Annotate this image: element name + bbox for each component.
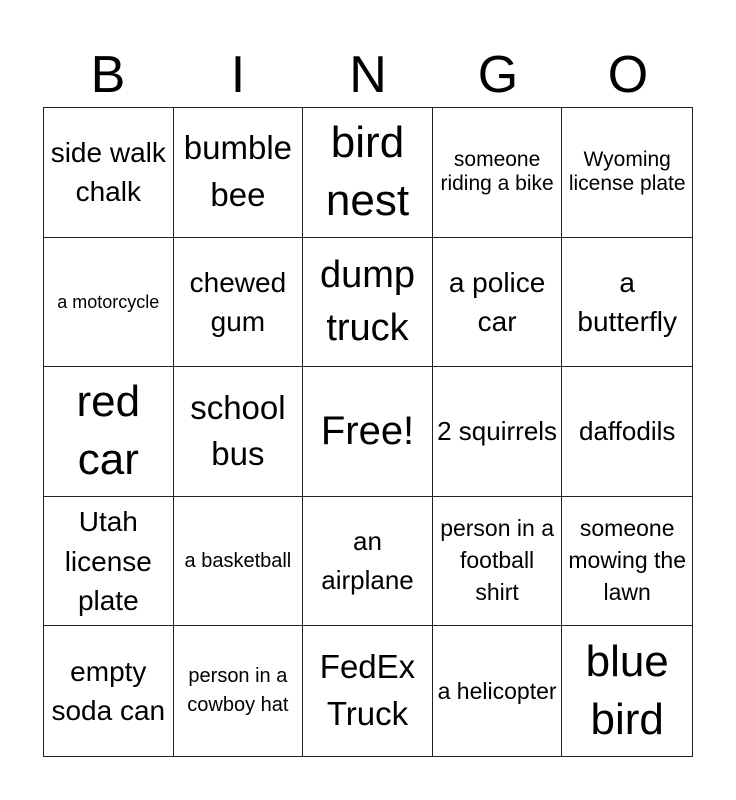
bingo-cell[interactable]	[44, 497, 174, 627]
bingo-cell[interactable]	[174, 238, 304, 368]
bingo-cell[interactable]	[44, 238, 174, 368]
cell-label: a butterfly	[577, 266, 677, 337]
cell-label: someone riding a bike	[440, 148, 554, 196]
bingo-cell[interactable]	[303, 108, 433, 238]
cell-label: red car	[76, 377, 141, 485]
cell-label: a motorcycle	[57, 291, 160, 312]
bingo-cell[interactable]	[174, 367, 304, 497]
bingo-cell[interactable]	[562, 238, 692, 368]
bingo-cell[interactable]	[174, 626, 304, 756]
cell-label: an airplane	[321, 526, 414, 596]
bingo-cell[interactable]	[433, 626, 563, 756]
bingo-cell[interactable]	[433, 238, 563, 368]
header-letter-n: N	[349, 46, 387, 104]
cell-label: person in a cowboy hat	[187, 665, 289, 717]
bingo-cell[interactable]	[433, 367, 563, 497]
bingo-cell[interactable]	[44, 108, 174, 238]
header-letter-g: G	[477, 46, 519, 104]
cell-label: a basketball	[184, 549, 292, 572]
cell-label: blue bird	[585, 637, 669, 745]
bingo-cell[interactable]	[44, 367, 174, 497]
bingo-cell[interactable]	[562, 497, 692, 627]
bingo-cell[interactable]	[174, 108, 304, 238]
bingo-cell[interactable]	[44, 626, 174, 756]
cell-label: person in a football shirt	[440, 515, 554, 605]
bingo-cell[interactable]	[303, 626, 433, 756]
cell-label: Free!	[320, 409, 415, 454]
header-letter-i: I	[230, 46, 246, 104]
cell-label: a helicopter	[437, 677, 557, 704]
cell-label: bird nest	[325, 118, 410, 226]
bingo-cell[interactable]	[303, 497, 433, 627]
bingo-cell[interactable]	[433, 108, 563, 238]
cell-label: Wyoming license plate	[568, 148, 686, 196]
cell-label: side walk chalk	[50, 137, 166, 208]
header-letter-o: O	[607, 46, 649, 104]
bingo-cell[interactable]	[174, 497, 304, 627]
cell-label: FedEx Truck	[319, 648, 416, 733]
cell-label: 2 squirrels	[437, 415, 558, 446]
cell-label: Utah license plate	[64, 506, 152, 616]
cell-label: a police car	[448, 266, 546, 337]
cell-label: school bus	[190, 388, 286, 473]
cell-label: someone mowing the lawn	[568, 515, 686, 605]
bingo-cell[interactable]	[303, 238, 433, 368]
free-space-cell[interactable]	[303, 367, 433, 497]
cell-label: empty soda can	[51, 656, 166, 727]
bingo-cell[interactable]	[433, 497, 563, 627]
bingo-header	[43, 42, 693, 108]
cell-label: dump truck	[319, 253, 416, 349]
bingo-board	[43, 107, 693, 757]
header-letter-b: B	[90, 46, 126, 104]
bingo-cell[interactable]	[562, 367, 692, 497]
cell-label: bumble bee	[183, 129, 292, 214]
cell-label: daffodils	[579, 415, 676, 446]
bingo-cell[interactable]	[562, 108, 692, 238]
bingo-cell[interactable]	[562, 626, 692, 756]
cell-label: chewed gum	[189, 266, 287, 337]
